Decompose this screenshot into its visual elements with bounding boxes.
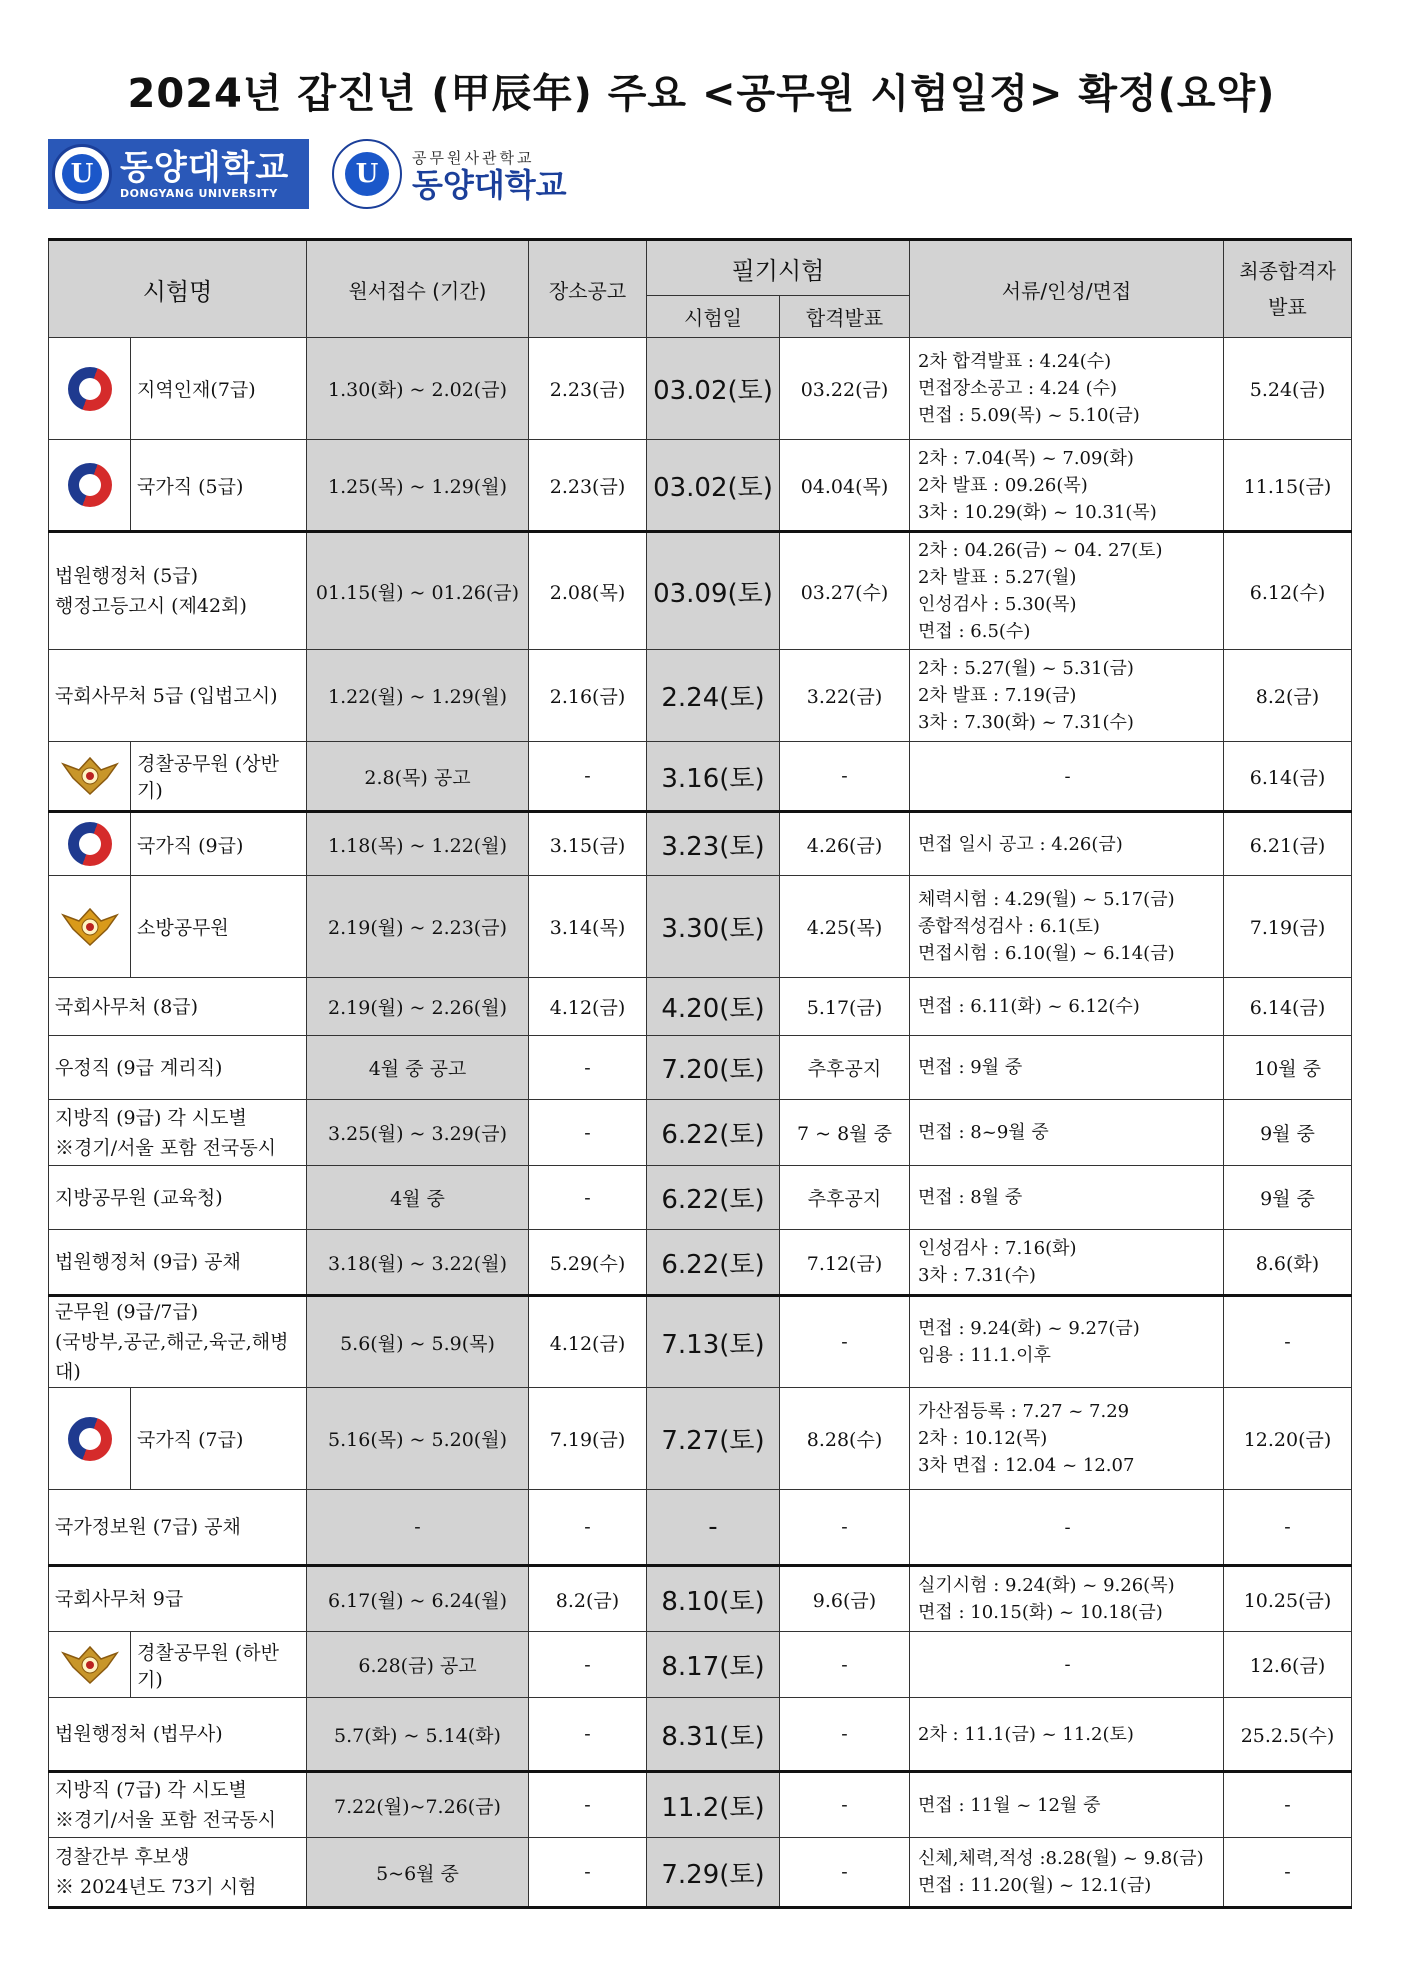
detail-line: 면접 : 6.11(화) ~ 6.12(수) (918, 996, 1140, 1017)
detail-line: 면접 : 8월 중 (918, 1187, 1023, 1208)
detail-line: 가산점등록 : 7.27 ~ 7.29 (918, 1401, 1130, 1422)
header-venue: 장소공고 (529, 240, 647, 338)
exam-name: 국회사무처 (8급) (49, 978, 307, 1036)
detail-line: 2차 : 10.12(목) (918, 1428, 1048, 1449)
interview-details (910, 440, 1224, 532)
pass-announcement: 4.25(목) (780, 876, 910, 978)
detail-line: 인성검사 : 5.30(목) (918, 594, 1077, 615)
interview-details (910, 1230, 1224, 1296)
detail-line: 3차 면접 : 12.04 ~ 12.07 (918, 1455, 1135, 1476)
pass-announcement: 7 ~ 8월 중 (780, 1100, 910, 1166)
detail-line: 2차 발표 : 7.19(금) (918, 685, 1077, 706)
detail-line: 면접 : 11.20(월) ~ 12.1(금) (918, 1875, 1152, 1896)
pass-announcement: - (780, 1838, 910, 1908)
final-result-date: 12.20(금) (1224, 1388, 1352, 1490)
application-period: 1.18(목) ~ 1.22(월) (307, 812, 529, 876)
dongyang-logo (48, 139, 309, 209)
pass-announcement: 8.28(수) (780, 1388, 910, 1490)
interview-details (910, 1100, 1224, 1166)
police-badge-icon (61, 764, 119, 786)
exam-date: 03.09(토) (647, 532, 780, 650)
exam-name: 지방직 (9급) 각 시도별 ※경기/서울 포함 전국동시 (49, 1100, 307, 1166)
table-row (49, 1698, 1352, 1772)
detail-line: 면접시험 : 6.10(월) ~ 6.14(금) (918, 943, 1175, 964)
interview-details (910, 1490, 1224, 1566)
detail-line: - (1064, 1654, 1071, 1675)
final-result-date: 25.2.5(수) (1224, 1698, 1352, 1772)
exam-date: 8.17(토) (647, 1632, 780, 1698)
pass-announcement: 9.6(금) (780, 1566, 910, 1632)
table-row (49, 532, 1352, 650)
header-final-result: 최종합격자 발표 (1224, 240, 1352, 338)
venue-notice: 2.23(금) (529, 338, 647, 440)
table-row (49, 812, 1352, 876)
final-result-date: 7.19(금) (1224, 876, 1352, 978)
detail-line: 2차 : 11.1(금) ~ 11.2(토) (918, 1723, 1134, 1745)
table-row (49, 978, 1352, 1036)
venue-notice: 4.12(금) (529, 1296, 647, 1388)
application-period: 4월 중 공고 (307, 1036, 529, 1100)
application-period: 5~6월 중 (307, 1838, 529, 1908)
row-icon-cell (49, 812, 131, 876)
detail-line: 3차 : 7.30(화) ~ 7.31(수) (918, 712, 1134, 733)
final-result-date: 8.2(금) (1224, 650, 1352, 742)
exam-date: 03.02(토) (647, 440, 780, 532)
exam-name: 군무원 (9급/7급) (국방부,공군,해군,육군,해병대) (49, 1296, 307, 1388)
exam-date: 6.22(토) (647, 1230, 780, 1296)
table-row (49, 1490, 1352, 1566)
application-period: 6.28(금) 공고 (307, 1632, 529, 1698)
logo-english-name: DONGYANG UNIVERSITY (120, 186, 278, 200)
table-row (49, 1838, 1352, 1908)
exam-name: 경찰간부 후보생 ※ 2024년도 73기 시험 (49, 1838, 307, 1908)
civil-service-academy-logo (332, 139, 612, 209)
interview-details (910, 338, 1224, 440)
exam-name: 지방직 (7급) 각 시도별 ※경기/서울 포함 전국동시 (49, 1772, 307, 1838)
exam-name: 법원행정처 (법무사) (49, 1698, 307, 1772)
venue-notice: 2.08(목) (529, 532, 647, 650)
row-icon-cell (49, 338, 131, 440)
application-period: 2.8(목) 공고 (307, 742, 529, 812)
exam-name: 지역인재(7급) (131, 338, 307, 440)
interview-details (910, 1698, 1224, 1772)
police-badge-icon (61, 1653, 119, 1675)
exam-name: 법원행정처 (5급) 행정고등고시 (제42회) (49, 532, 307, 650)
application-period: 6.17(월) ~ 6.24(월) (307, 1566, 529, 1632)
detail-line: 인성검사 : 7.16(화) (918, 1238, 1077, 1259)
exam-date: - (647, 1490, 780, 1566)
venue-notice: - (529, 1632, 647, 1698)
table-row (49, 1772, 1352, 1838)
detail-line: 면접 : 9월 중 (918, 1057, 1023, 1078)
detail-line: 2차 : 04.26(금) ~ 04. 27(토) (918, 540, 1163, 561)
table-row (49, 1036, 1352, 1100)
table-row (49, 1230, 1352, 1296)
venue-notice: 7.19(금) (529, 1388, 647, 1490)
final-result-date: 12.6(금) (1224, 1632, 1352, 1698)
detail-line: 면접 : 8~9월 중 (918, 1122, 1049, 1143)
detail-line: 임용 : 11.1.이후 (918, 1345, 1051, 1366)
pass-announcement: 3.22(금) (780, 650, 910, 742)
pass-announcement: 7.12(금) (780, 1230, 910, 1296)
exam-date: 4.20(토) (647, 978, 780, 1036)
interview-details (910, 876, 1224, 978)
detail-line: 2차 : 5.27(월) ~ 5.31(금) (918, 658, 1134, 679)
detail-line: 면접장소공고 : 4.24 (수) (918, 378, 1118, 399)
exam-schedule-table (48, 238, 1352, 1909)
detail-line: 2차 합격발표 : 4.24(수) (918, 351, 1112, 372)
table-row (49, 1566, 1352, 1632)
pass-announcement: 추후공지 (780, 1166, 910, 1230)
interview-details (910, 532, 1224, 650)
table-row (49, 1388, 1352, 1490)
final-result-date: 10.25(금) (1224, 1566, 1352, 1632)
header-docs-interview: 서류/인성/면접 (910, 240, 1224, 338)
final-result-date: - (1224, 1296, 1352, 1388)
table-row (49, 876, 1352, 978)
university-seal-icon: U (332, 139, 402, 209)
venue-notice: 2.23(금) (529, 440, 647, 532)
exam-name: 경찰공무원 (상반기) (131, 742, 307, 812)
exam-date: 7.27(토) (647, 1388, 780, 1490)
venue-notice: 3.14(목) (529, 876, 647, 978)
exam-name: 국회사무처 5급 (입법고시) (49, 650, 307, 742)
exam-name: 법원행정처 (9급) 공채 (49, 1230, 307, 1296)
exam-name: 국가직 (9급) (131, 812, 307, 876)
table-row (49, 440, 1352, 532)
pass-announcement: - (780, 1698, 910, 1772)
application-period: - (307, 1490, 529, 1566)
taeguk-icon (68, 367, 112, 411)
application-period: 2.19(월) ~ 2.23(금) (307, 876, 529, 978)
application-period: 4월 중 (307, 1166, 529, 1230)
application-period: 3.18(월) ~ 3.22(월) (307, 1230, 529, 1296)
taeguk-icon (68, 1417, 112, 1461)
final-result-date: 8.6(화) (1224, 1230, 1352, 1296)
detail-line: 면접 : 9.24(화) ~ 9.27(금) (918, 1318, 1140, 1339)
interview-details (910, 978, 1224, 1036)
logo-university-label: 동양대학교 (412, 165, 567, 204)
application-period: 5.6(월) ~ 5.9(목) (307, 1296, 529, 1388)
application-period: 7.22(월)~7.26(금) (307, 1772, 529, 1838)
venue-notice: 4.12(금) (529, 978, 647, 1036)
interview-details (910, 650, 1224, 742)
row-icon-cell (49, 1388, 131, 1490)
university-emblem-icon: U (52, 144, 112, 204)
page-title: 2024년 갑진년 (甲辰年) 주요 <공무원 시험일정> 확정(요약) (127, 71, 1276, 117)
final-result-date: 10월 중 (1224, 1036, 1352, 1100)
interview-details (910, 1388, 1224, 1490)
logo-academy-label: 공무원사관학교 (412, 148, 535, 167)
exam-name: 국가직 (7급) (131, 1388, 307, 1490)
table-row (49, 1166, 1352, 1230)
detail-line: 3차 : 10.29(화) ~ 10.31(목) (918, 501, 1157, 523)
venue-notice: - (529, 1698, 647, 1772)
interview-details (910, 1632, 1224, 1698)
interview-details (910, 1566, 1224, 1632)
detail-line: 면접 일시 공고 : 4.26(금) (918, 833, 1123, 855)
detail-line: 2차 발표 : 5.27(월) (918, 567, 1077, 588)
table-row (49, 1632, 1352, 1698)
table-row (49, 650, 1352, 742)
application-period: 3.25(월) ~ 3.29(금) (307, 1100, 529, 1166)
final-result-date: - (1224, 1772, 1352, 1838)
detail-line: 신체,체력,적성 :8.28(월) ~ 9.8(금) (918, 1848, 1204, 1869)
exam-date: 8.31(토) (647, 1698, 780, 1772)
detail-line: 3차 : 7.31(수) (918, 1265, 1036, 1286)
header-application: 원서접수 (기간) (307, 240, 529, 338)
application-period: 2.19(월) ~ 2.26(월) (307, 978, 529, 1036)
exam-name: 국가정보원 (7급) 공채 (49, 1490, 307, 1566)
exam-name: 우정직 (9급 계리직) (49, 1036, 307, 1100)
interview-details (910, 1772, 1224, 1838)
application-period: 1.30(화) ~ 2.02(금) (307, 338, 529, 440)
pass-announcement: 03.27(수) (780, 532, 910, 650)
application-period: 5.7(화) ~ 5.14(화) (307, 1698, 529, 1772)
logo-korean-name: 동양대학교 (120, 147, 290, 188)
header-exam-day: 시험일 (647, 296, 780, 338)
detail-line: - (1064, 1516, 1071, 1538)
pass-announcement: - (780, 1772, 910, 1838)
detail-line: - (1064, 765, 1071, 787)
interview-details (910, 1296, 1224, 1388)
application-period: 1.25(목) ~ 1.29(월) (307, 440, 529, 532)
table-row (49, 1296, 1352, 1388)
detail-line: 2차 발표 : 09.26(목) (918, 474, 1088, 496)
detail-line: 면접 : 6.5(수) (918, 621, 1031, 642)
venue-notice: - (529, 1036, 647, 1100)
interview-details (910, 1166, 1224, 1230)
detail-line: 종합적성검사 : 6.1(토) (918, 916, 1100, 937)
venue-notice: - (529, 1100, 647, 1166)
final-result-date: 5.24(금) (1224, 338, 1352, 440)
exam-name: 소방공무원 (131, 876, 307, 978)
exam-name: 경찰공무원 (하반기) (131, 1632, 307, 1698)
final-result-date: 6.21(금) (1224, 812, 1352, 876)
interview-details (910, 1838, 1224, 1908)
exam-date: 2.24(토) (647, 650, 780, 742)
application-period: 1.22(월) ~ 1.29(월) (307, 650, 529, 742)
application-period: 01.15(월) ~ 01.26(금) (307, 532, 529, 650)
pass-announcement: - (780, 1490, 910, 1566)
table-row (49, 338, 1352, 440)
final-result-date: 11.15(금) (1224, 440, 1352, 532)
venue-notice: 8.2(금) (529, 1566, 647, 1632)
exam-date: 6.22(토) (647, 1100, 780, 1166)
pass-announcement: - (780, 742, 910, 812)
detail-line: 면접 : 10.15(화) ~ 10.18(금) (918, 1602, 1163, 1623)
exam-date: 7.29(토) (647, 1838, 780, 1908)
venue-notice: 3.15(금) (529, 812, 647, 876)
final-result-date: - (1224, 1490, 1352, 1566)
pass-announcement: - (780, 1296, 910, 1388)
row-icon-cell (49, 1632, 131, 1698)
pass-announcement: - (780, 1632, 910, 1698)
table-row (49, 742, 1352, 812)
venue-notice: - (529, 742, 647, 812)
exam-date: 7.20(토) (647, 1036, 780, 1100)
exam-name: 국회사무처 9급 (49, 1566, 307, 1632)
final-result-date: 9월 중 (1224, 1100, 1352, 1166)
venue-notice: - (529, 1838, 647, 1908)
final-result-date: 9월 중 (1224, 1166, 1352, 1230)
row-icon-cell (49, 876, 131, 978)
detail-line: 면접 : 11월 ~ 12월 중 (918, 1794, 1101, 1816)
detail-line: 2차 : 7.04(목) ~ 7.09(화) (918, 447, 1134, 469)
venue-notice: - (529, 1490, 647, 1566)
row-icon-cell (49, 440, 131, 532)
exam-date: 03.02(토) (647, 338, 780, 440)
pass-announcement: 04.04(목) (780, 440, 910, 532)
venue-notice: - (529, 1166, 647, 1230)
taeguk-icon (68, 822, 112, 866)
pass-announcement: 4.26(금) (780, 812, 910, 876)
venue-notice: - (529, 1772, 647, 1838)
detail-line: 체력시험 : 4.29(월) ~ 5.17(금) (918, 889, 1175, 910)
interview-details (910, 742, 1224, 812)
exam-name: 지방공무원 (교육청) (49, 1166, 307, 1230)
exam-date: 3.23(토) (647, 812, 780, 876)
final-result-date: 6.14(금) (1224, 978, 1352, 1036)
exam-name: 국가직 (5급) (131, 440, 307, 532)
venue-notice: 2.16(금) (529, 650, 647, 742)
taeguk-icon (68, 463, 112, 507)
exam-date: 6.22(토) (647, 1166, 780, 1230)
interview-details (910, 1036, 1224, 1100)
exam-date: 3.30(토) (647, 876, 780, 978)
final-result-date: 6.12(수) (1224, 532, 1352, 650)
exam-date: 7.13(토) (647, 1296, 780, 1388)
table-row (49, 1100, 1352, 1166)
exam-date: 8.10(토) (647, 1566, 780, 1632)
venue-notice: 5.29(수) (529, 1230, 647, 1296)
exam-date: 11.2(토) (647, 1772, 780, 1838)
pass-announcement: 5.17(금) (780, 978, 910, 1036)
detail-line: 면접 : 5.09(목) ~ 5.10(금) (918, 405, 1140, 426)
application-period: 5.16(목) ~ 5.20(월) (307, 1388, 529, 1490)
pass-announcement: 03.22(금) (780, 338, 910, 440)
detail-line: 실기시험 : 9.24(화) ~ 9.26(목) (918, 1575, 1175, 1596)
pass-announcement: 추후공지 (780, 1036, 910, 1100)
interview-details (910, 812, 1224, 876)
header-pass-announce: 합격발표 (780, 296, 910, 338)
exam-date: 3.16(토) (647, 742, 780, 812)
fire-badge-icon (61, 915, 119, 937)
final-result-date: 6.14(금) (1224, 742, 1352, 812)
header-written-exam: 필기시험 (647, 240, 910, 296)
final-result-date: - (1224, 1838, 1352, 1908)
row-icon-cell (49, 742, 131, 812)
header-exam-name: 시험명 (49, 240, 307, 338)
